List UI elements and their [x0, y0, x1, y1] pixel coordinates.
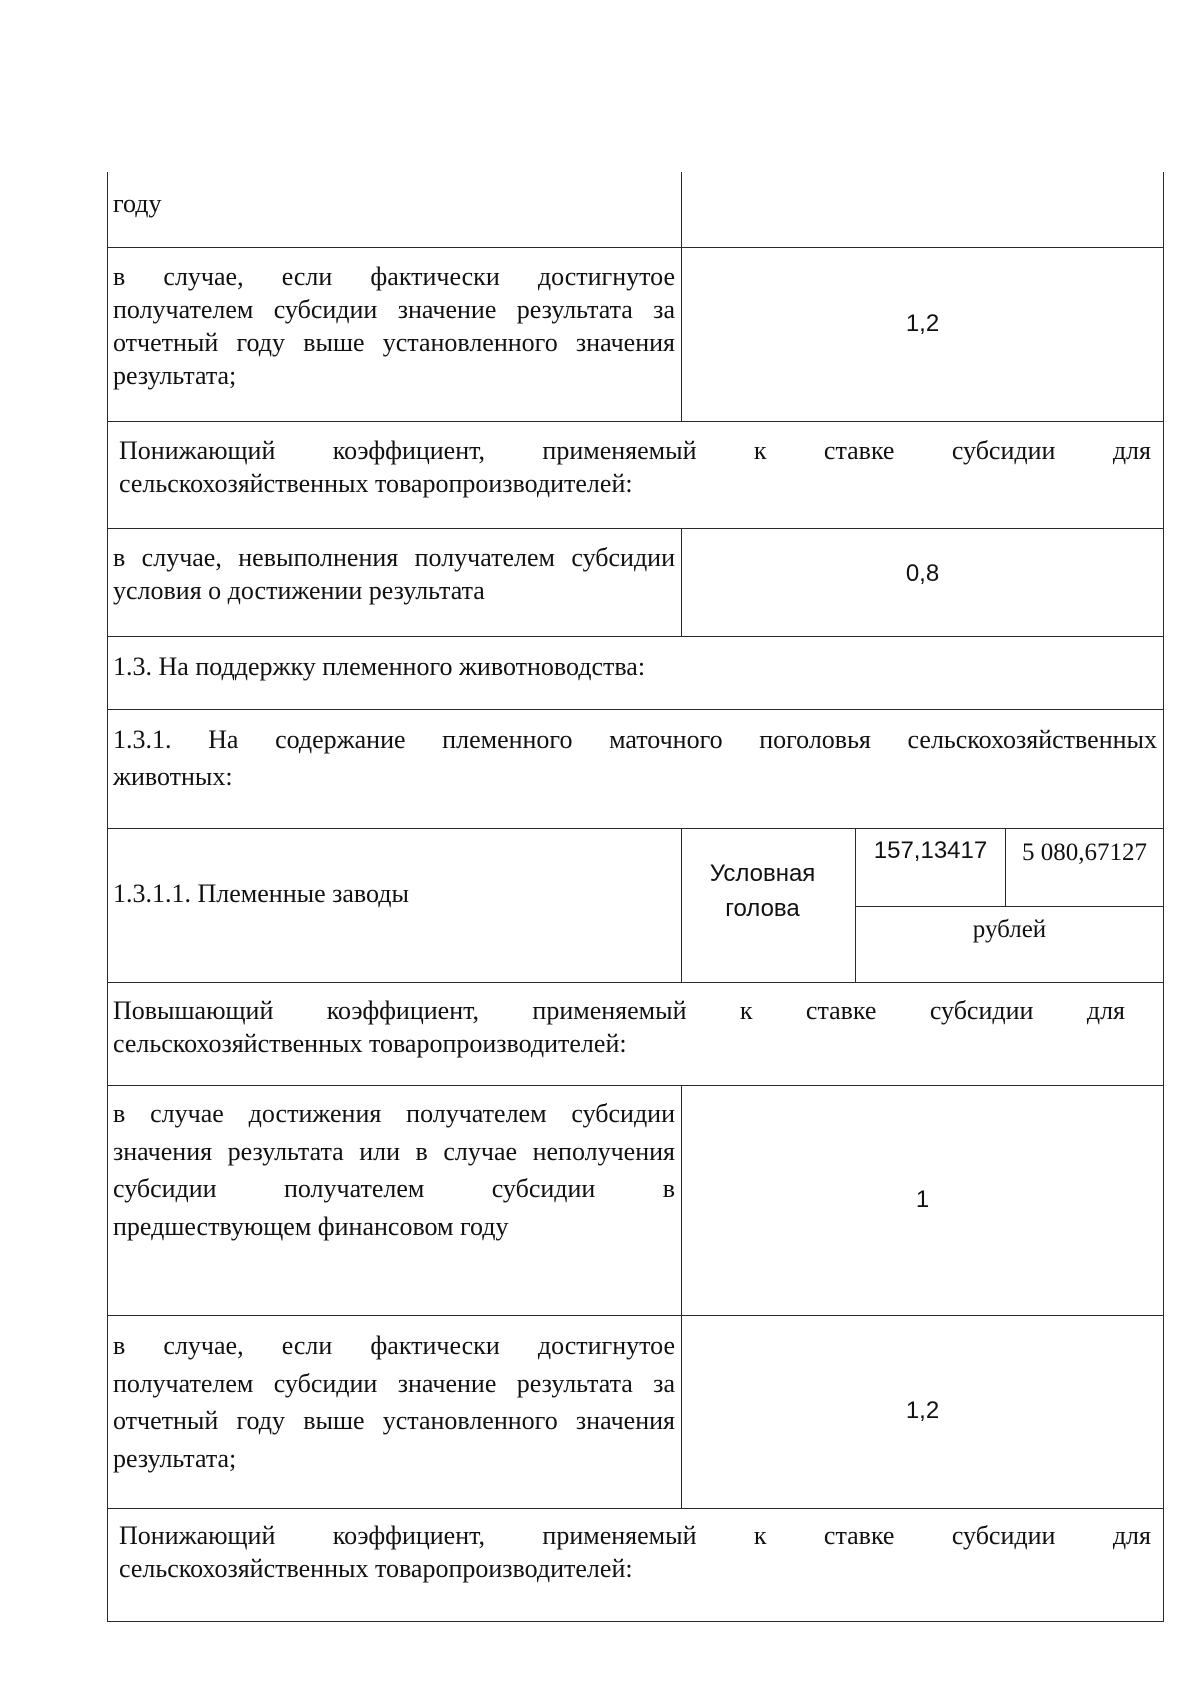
row-2-value: 1,2 [905, 310, 940, 337]
row-5-text: 1.3. На поддержку племенного животноводства: [113, 652, 646, 681]
row-4-text: в случае, невыполнения получателем субсидии условия о достижении результата [113, 543, 675, 605]
row-11-line-2: сельскохозяйственных товаропроизводителей: [119, 1554, 633, 1583]
row-divider [107, 1508, 1164, 1509]
table-border-right [1163, 172, 1164, 1622]
row-11-line-1: Понижающий коэффициент, применяемый к ставке субсидии для [119, 1521, 1151, 1550]
row-divider [107, 636, 1164, 637]
table-border-left [107, 172, 108, 1622]
row-10-text: в случае, если фактически достигнутое получателем субсидии значение результата за отчетный году выше установленного значения результата; [113, 1331, 675, 1473]
row-10-value: 1,2 [905, 1397, 940, 1424]
row-divider [107, 982, 1164, 983]
row-1-text: году [113, 189, 162, 218]
column-divider [681, 172, 682, 247]
row-divider [107, 1085, 1164, 1086]
row-7-value-2: 5 080,67127 [1022, 839, 1147, 866]
row-2-text: в случае, если фактически достигнутое получателем субсидии значение результата за отчетный году выше установленного значения результата; [113, 262, 675, 390]
row-7-value-1: 157,13417 [873, 837, 988, 864]
row-9-value: 1 [915, 1186, 930, 1213]
row-divider [107, 1315, 1164, 1316]
row-divider [107, 828, 1164, 829]
row-6-line-2: животных: [113, 762, 233, 791]
row-divider [107, 528, 1164, 529]
row-7-unit: Условная голова [709, 860, 816, 922]
row-6-line-1: 1.3.1. На содержание племенного маточного поголовья сельскохозяйственных [113, 725, 1157, 754]
column-divider [681, 1085, 682, 1508]
row-divider [107, 709, 1164, 710]
row-divider [855, 906, 1164, 907]
row-4-value: 0,8 [905, 560, 940, 587]
row-8-line-1: Повышающий коэффициент, применяемый к ставке субсидии для [113, 996, 1125, 1025]
row-9-text: в случае достижения получателем субсидии значения результата или в случае неполучения субсидии получателем субсидии в предшествующем финансовом году [113, 1099, 675, 1241]
table-border-bottom [107, 1621, 1164, 1622]
row-3-line-1: Понижающий коэффициент, применяемый к ставке субсидии для [119, 436, 1151, 465]
row-3-line-2: сельскохозяйственных товаропроизводителей: [119, 469, 633, 498]
row-8-line-2: сельскохозяйственных товаропроизводителей: [113, 1029, 627, 1058]
column-divider [681, 828, 682, 982]
row-divider [107, 247, 1164, 248]
row-7-currency: рублей [972, 916, 1047, 943]
row-7-label: 1.3.1.1. Племенные заводы [113, 879, 409, 908]
row-divider [107, 421, 1164, 422]
